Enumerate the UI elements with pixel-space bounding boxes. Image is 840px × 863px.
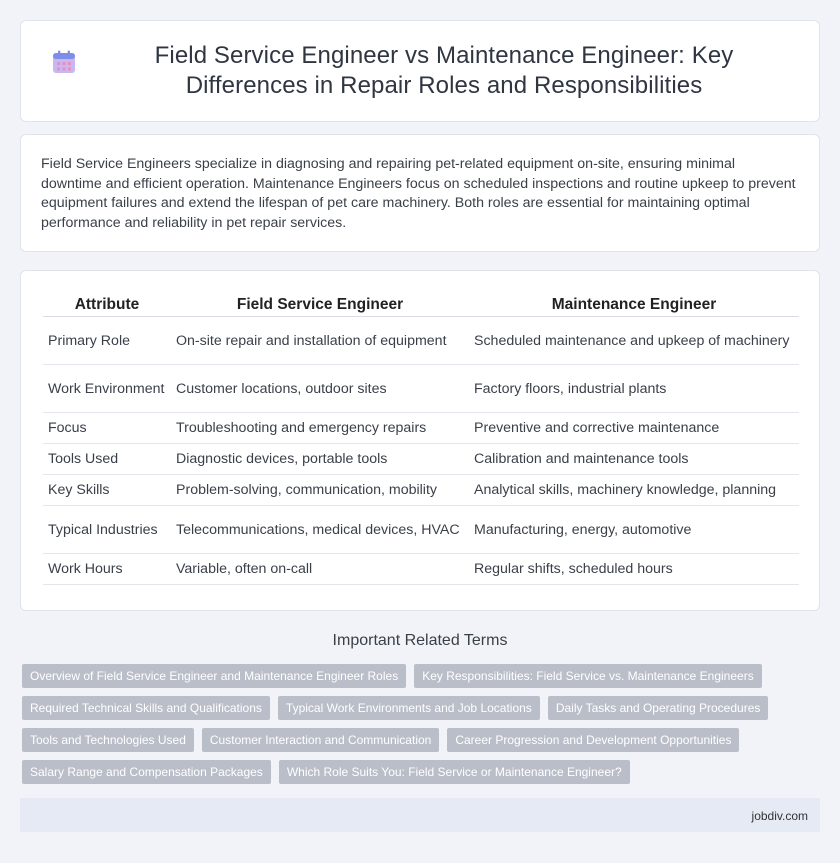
table-row <box>43 475 799 506</box>
attribute-cell: Typical Industries <box>43 506 171 554</box>
maintenance-cell: Preventive and corrective maintenance <box>469 413 799 444</box>
calendar-icon <box>51 62 99 80</box>
footer-site-link[interactable]: jobdiv.com <box>751 809 808 823</box>
maintenance-cell: Manufacturing, energy, automotive <box>469 506 799 554</box>
maintenance-cell: Factory floors, industrial plants <box>469 365 799 413</box>
header-card <box>20 20 820 122</box>
related-terms-title: Important Related Terms <box>332 632 508 649</box>
table-row <box>43 444 799 475</box>
field-service-cell: Diagnostic devices, portable tools <box>171 444 469 475</box>
table-row <box>43 413 799 444</box>
maintenance-cell: Calibration and maintenance tools <box>469 444 799 475</box>
related-term-tag[interactable]: Daily Tasks and Operating Procedures <box>548 696 769 720</box>
intro-card <box>20 134 820 252</box>
related-term-tag[interactable]: Salary Range and Compensation Packages <box>22 760 271 784</box>
table-row <box>43 317 799 365</box>
header-field-service-engineer: Field Service Engineer <box>171 293 469 317</box>
tag-row <box>22 760 822 784</box>
tag-row <box>22 696 822 720</box>
table-row <box>43 506 799 554</box>
comparison-table-card <box>20 270 820 611</box>
field-service-cell: Troubleshooting and emergency repairs <box>171 413 469 444</box>
related-terms-list <box>22 664 822 792</box>
table-row <box>43 365 799 413</box>
maintenance-cell: Scheduled maintenance and upkeep of machinery <box>469 317 799 365</box>
related-term-tag[interactable]: Customer Interaction and Communication <box>202 728 439 752</box>
attribute-cell: Tools Used <box>43 444 171 475</box>
tag-row <box>22 728 822 752</box>
related-term-tag[interactable]: Overview of Field Service Engineer and Maintenance Engineer Roles <box>22 664 406 688</box>
attribute-cell: Focus <box>43 413 171 444</box>
table-header-row <box>43 293 799 317</box>
field-service-cell: Variable, often on-call <box>171 554 469 585</box>
related-term-tag[interactable]: Which Role Suits You: Field Service or Maintenance Engineer? <box>279 760 630 784</box>
attribute-cell: Key Skills <box>43 475 171 506</box>
related-term-tag[interactable]: Required Technical Skills and Qualifications <box>22 696 270 720</box>
maintenance-cell: Analytical skills, machinery knowledge, planning <box>469 475 799 506</box>
field-service-cell: Problem-solving, communication, mobility <box>171 475 469 506</box>
intro-text: Field Service Engineers specialize in diagnosing and repairing pet-related equipment on-site, ensuring minimal downtime and efficient operation. Maintenance Engineers focus on scheduled inspections and routine upkeep to prevent equipment failures and extend the lifespan of pet care machinery. Both roles are essential for maintaining optimal performance and reliability in pet repair services. <box>41 156 796 231</box>
related-term-tag[interactable]: Tools and Technologies Used <box>22 728 194 752</box>
page-title: Field Service Engineer vs Maintenance Engineer: Key Differences in Repair Roles and Responsibilities <box>154 42 734 99</box>
attribute-cell: Work Hours <box>43 554 171 585</box>
tag-row <box>22 664 822 688</box>
table-row <box>43 554 799 585</box>
maintenance-cell: Regular shifts, scheduled hours <box>469 554 799 585</box>
related-term-tag[interactable]: Key Responsibilities: Field Service vs. Maintenance Engineers <box>414 664 762 688</box>
related-term-tag[interactable]: Career Progression and Development Opportunities <box>447 728 739 752</box>
attribute-cell: Work Environment <box>43 365 171 413</box>
footer <box>20 798 820 832</box>
field-service-cell: Customer locations, outdoor sites <box>171 365 469 413</box>
header-attribute: Attribute <box>43 293 171 317</box>
field-service-cell: On-site repair and installation of equipment <box>171 317 469 365</box>
header-maintenance-engineer: Maintenance Engineer <box>469 293 799 317</box>
comparison-table <box>43 293 799 585</box>
related-term-tag[interactable]: Typical Work Environments and Job Locations <box>278 696 540 720</box>
attribute-cell: Primary Role <box>43 317 171 365</box>
field-service-cell: Telecommunications, medical devices, HVAC <box>171 506 469 554</box>
